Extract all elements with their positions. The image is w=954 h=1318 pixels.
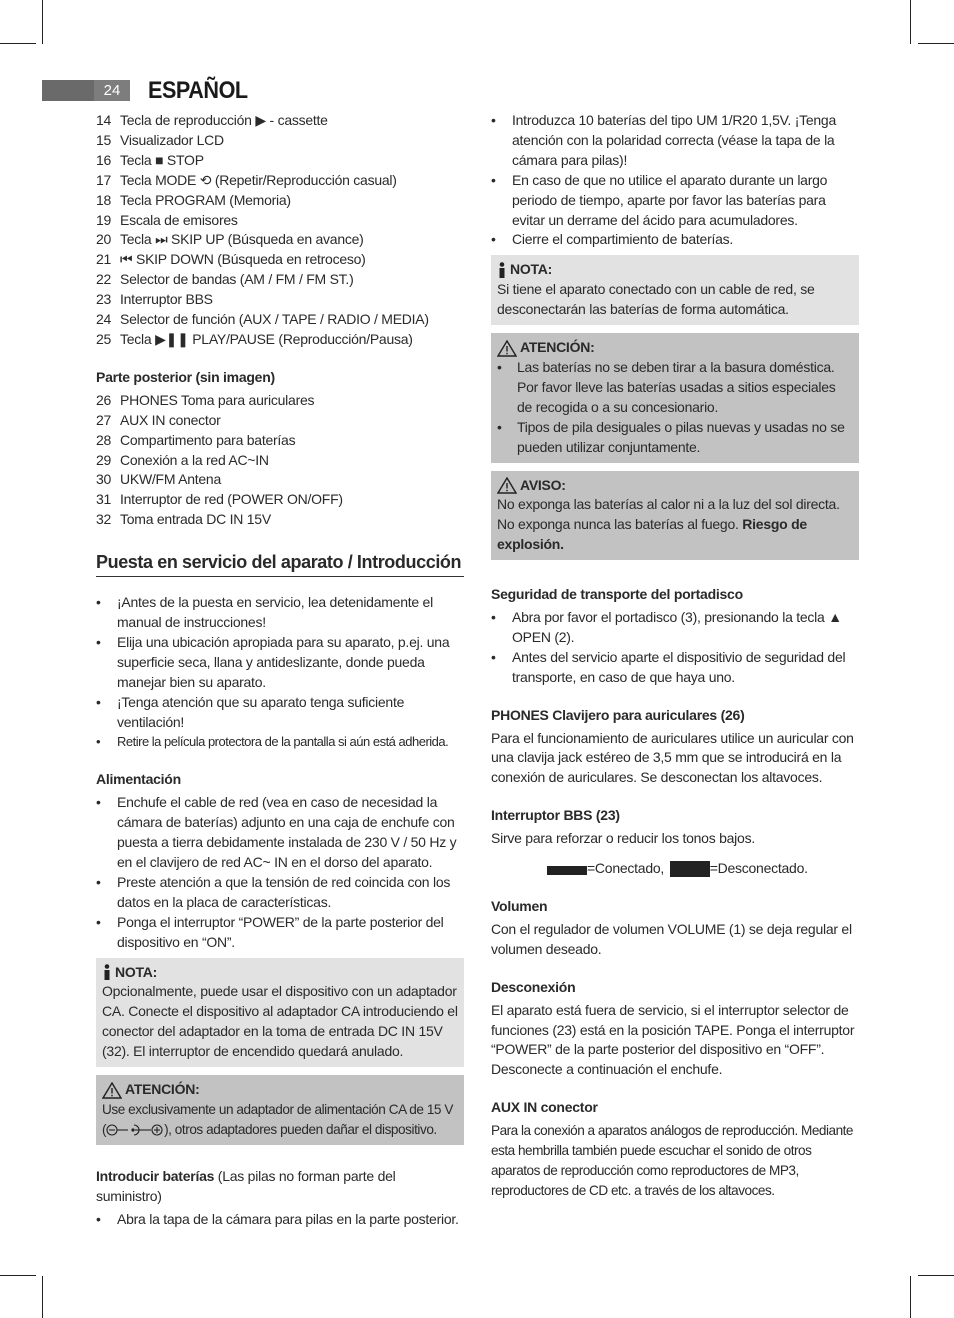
intro-bullets xyxy=(96,593,464,752)
rear-list xyxy=(96,391,464,530)
list-item: 25 Tecla ▶❚❚ PLAY/PAUSE (Reproducción/Pausa) xyxy=(96,330,413,347)
list-item: 16 Tecla ■ STOP xyxy=(96,151,204,168)
list-item: 19 Escala de emisores xyxy=(96,211,238,228)
list-item: • Retire la película protectora de la pantalla si aún está adherida. xyxy=(96,732,464,752)
list-item: 32 Toma entrada DC IN 15V xyxy=(96,511,271,528)
list-item: • Elija una ubicación apropiada para su aparato, p.ej. una superficie seca, llana y antideslizante, donde pueda manejar bien su aparato. xyxy=(96,633,464,693)
crop-mark xyxy=(910,0,911,44)
warning-triangle-icon xyxy=(497,477,517,494)
bbs-on-symbol xyxy=(547,866,587,875)
bbs-text: Sirve para reforzar o reducir los tonos bajos. xyxy=(491,830,755,847)
list-item: • Cierre el compartimiento de baterías. xyxy=(491,230,859,250)
crop-mark xyxy=(42,1276,43,1318)
attention-box xyxy=(96,1075,464,1145)
list-item: • Las baterías no se deben tirar a la basura doméstica. Por favor lleve las baterías usadas a sitios especiales de recogida o a su concesionario. xyxy=(497,358,853,418)
crop-mark xyxy=(910,1276,911,1318)
polarity-icon xyxy=(106,1123,164,1137)
batteries-bullets-right xyxy=(491,111,859,250)
warning-header: AVISO: xyxy=(497,476,853,496)
section-heading: Puesta en servicio del aparato / Introducción xyxy=(96,550,464,577)
note-header: NOTA: xyxy=(497,260,853,280)
info-icon xyxy=(497,262,507,278)
header-bar xyxy=(42,80,94,101)
crop-mark xyxy=(918,43,954,44)
volume-text: Con el regulador de volumen VOLUME (1) se deja regular el volumen deseado. xyxy=(491,920,852,957)
list-item: 14 Tecla de reproducción ▶ - cassette xyxy=(96,112,328,128)
note-text: Opcionalmente, puede usar el dispositivo con un adaptador CA. Conecte el dispositivo al adaptador CA introduciendo el conector del adaptador en la toma de entrada DC IN 15V (32). El interruptor de encendido quedará anulado. xyxy=(102,983,458,1060)
power-heading: Alimentación xyxy=(96,771,181,788)
aux-heading: AUX IN conector xyxy=(491,1099,598,1116)
list-item: 30 UKW/FM Antena xyxy=(96,471,222,488)
list-item: • Introduzca 10 baterías del tipo UM 1/R20 1,5V. ¡Tenga atención con la polaridad correcta (véase la tapa de la cámara para pilas)! xyxy=(491,111,859,171)
page-number: 24 xyxy=(94,80,130,101)
attention-box xyxy=(491,333,859,462)
batteries-bullets-left xyxy=(96,1210,464,1230)
batteries-heading: Introducir baterías (Las pilas no forman parte del suministro) xyxy=(96,1167,396,1204)
list-item: 18 Tecla PROGRAM (Memoria) xyxy=(96,191,291,208)
crop-mark xyxy=(918,1275,954,1276)
list-item: 20 Tecla ⏭ SKIP UP (Búsqueda en avance) xyxy=(96,231,364,248)
shutdown-text: El aparato está fuera de servicio, si el interruptor selector de funciones (23) está en la posición TAPE. Ponga el interruptor “POWER” de la parte posterior del dispositivo en “OFF”. Desconecte a continuación el enchufe. xyxy=(491,1001,855,1078)
list-item: 27 AUX IN conector xyxy=(96,411,221,428)
page-title: ESPAÑOL xyxy=(148,77,248,104)
attention-bullets xyxy=(497,358,853,458)
attention-text: Use exclusivamente un adaptador de alimentación CA de 15 V ( ), otros adaptadores pueden dañar el dispositivo. xyxy=(102,1101,453,1137)
note-text: Si tiene el aparato conectado con un cable de red, se desconectarán las baterías de forma automática. xyxy=(497,281,815,318)
transport-bullets xyxy=(491,608,859,688)
list-item: • Abra la tapa de la cámara para pilas en la parte posterior. xyxy=(96,1210,464,1230)
warning-text: No exponga las baterías al calor ni a la luz del sol directa. No exponga nunca las baterías al fuego. Riesgo de explosión. xyxy=(497,496,840,553)
crop-mark xyxy=(0,43,36,44)
bbs-legend: =Conectado, =Desconectado. xyxy=(491,859,859,879)
bbs-off-symbol xyxy=(670,861,710,877)
info-icon xyxy=(102,964,112,980)
note-header: NOTA: xyxy=(102,963,458,983)
list-item: 23 Interruptor BBS xyxy=(96,291,213,308)
list-item: • ¡Antes de la puesta en servicio, lea detenidamente el manual de instrucciones! xyxy=(96,593,464,633)
list-item: 31 Interruptor de red (POWER ON/OFF) xyxy=(96,491,343,508)
power-bullets xyxy=(96,793,464,952)
phones-heading: PHONES Clavijero para auriculares (26) xyxy=(491,706,745,723)
list-item: • Tipos de pila desiguales o pilas nuevas y usadas no se pueden utilizar conjuntamente. xyxy=(497,418,853,458)
aux-text: Para la conexión a aparatos análogos de reproducción. Mediante esta hembrilla también puede escuchar el sonido de otros aparatos de reproducción como reproductores de MP3, reproductores de CD etc. a través de los altavoces. xyxy=(491,1123,853,1198)
note-box xyxy=(96,958,464,1068)
shutdown-heading: Desconexión xyxy=(491,978,576,995)
list-item: • Ponga el interruptor “POWER” de la parte posterior del dispositivo en “ON”. xyxy=(96,913,464,953)
list-item: • Preste atención a que la tensión de red coincida con los datos en la placa de características. xyxy=(96,873,464,913)
bbs-heading: Interruptor BBS (23) xyxy=(491,807,620,824)
rear-heading: Parte posterior (sin imagen) xyxy=(96,368,275,385)
warning-box xyxy=(491,471,859,561)
crop-mark xyxy=(42,0,43,44)
list-item: • En caso de que no utilice el aparato durante un largo periodo de tiempo, aparte por favor las baterías para evitar un derrame del ácido para acumuladores. xyxy=(491,171,859,231)
list-item: 26 PHONES Toma para auriculares xyxy=(96,391,315,408)
list-item: • ¡Tenga atención que su aparato tenga suficiente ventilación! xyxy=(96,693,464,733)
phones-text: Para el funcionamiento de auriculares utilice un auricular con una clavija jack estéreo de 3,5 mm que se introducirá en la conexión de auriculares. Se desconectan los altavoces. xyxy=(491,729,854,786)
list-item: • Antes del servicio aparte el dispositivio de seguridad del transporte, en caso de que haya uno. xyxy=(491,648,859,688)
list-item: 21 ⏮ SKIP DOWN (Búsqueda en retroceso) xyxy=(96,251,366,268)
list-item: 29 Conexión a la red AC~IN xyxy=(96,451,269,468)
right-column xyxy=(491,111,859,1201)
list-item: • Enchufe el cable de red (vea en caso de necesidad la cámara de baterías) adjunto en una caja de enchufe con puesta a tierra debidamente instalada de 230 V / 50 Hz y en el clavijero de red AC~ IN en el dorso del aparato. xyxy=(96,793,464,873)
attention-header: ATENCIÓN: xyxy=(102,1080,458,1100)
volume-heading: Volumen xyxy=(491,898,548,914)
list-item: 15 Visualizador LCD xyxy=(96,131,224,148)
list-item: • Abra por favor el portadisco (3), presionando la tecla ▲ OPEN (2). xyxy=(491,608,859,648)
component-list xyxy=(96,111,464,350)
crop-mark xyxy=(0,1275,36,1276)
transport-heading: Seguridad de transporte del portadisco xyxy=(491,586,743,603)
warning-triangle-icon xyxy=(497,340,517,357)
list-item: 24 Selector de función (AUX / TAPE / RADIO / MEDIA) xyxy=(96,311,429,328)
list-item: 22 Selector de bandas (AM / FM / FM ST.) xyxy=(96,271,354,288)
list-item: 17 Tecla MODE ⟲ (Repetir/Reproducción casual) xyxy=(96,171,397,188)
warning-triangle-icon xyxy=(102,1082,122,1099)
left-column xyxy=(96,111,464,1230)
note-box xyxy=(491,255,859,325)
list-item: 28 Compartimento para baterías xyxy=(96,431,296,448)
attention-header: ATENCIÓN: xyxy=(497,338,853,358)
